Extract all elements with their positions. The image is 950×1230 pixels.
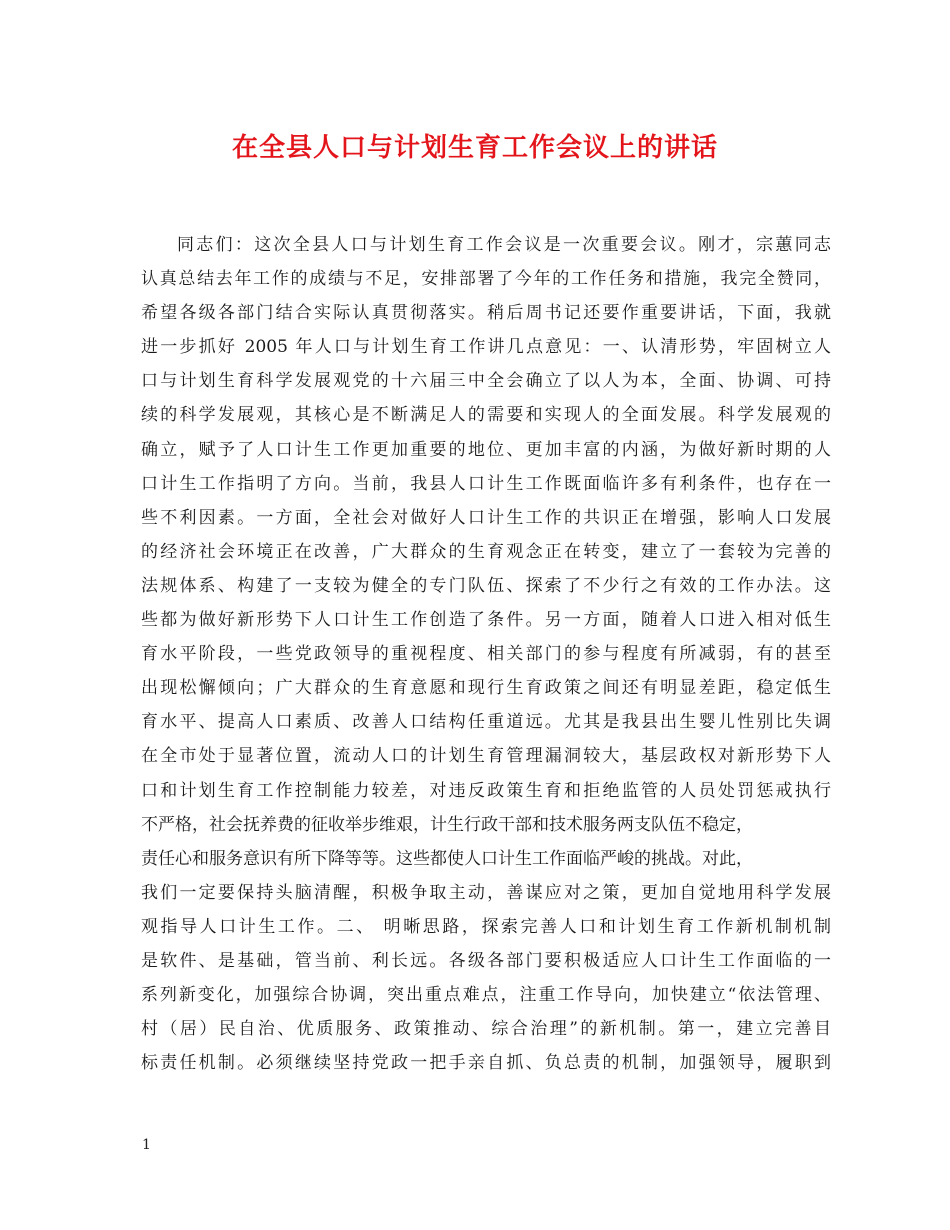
body-line: 法规体系、构建了一支较为健全的专门队伍、探索了不少行之有效的工作办法。这: [141, 575, 831, 596]
body-line: 我们一定要保持头脑清醒，积极争取主动，善谋应对之策，更加自觉地用科学发展: [141, 882, 831, 903]
body-line: 村（居）民自治、优质服务、政策推动、综合治理”的新机制。第一，建立完善目: [141, 1019, 831, 1040]
body-line: 育水平、提高人口素质、改善人口结构任重道远。尤其是我县出生婴儿性别比失调: [141, 712, 831, 733]
body-line: 标责任机制。必须继续坚持党政一把手亲自抓、负总责的机制，加强领导，履职到: [141, 1053, 831, 1074]
document-body: [141, 228, 831, 1080]
body-line: 在全市处于显著位置，流动人口的计划生育管理漏洞较大，基层政权对新形势下人: [141, 746, 831, 767]
page-number: 1: [142, 1137, 151, 1153]
body-line: 同志们：这次全县人口与计划生育工作会议是一次重要会议。刚才，宗蕙同志: [177, 235, 831, 255]
body-line: 不严格，社会抚养费的征收举步维艰，计生行政干部和技术服务两支队伍不稳定，: [141, 814, 753, 835]
body-line: 的经济社会环境正在改善，广大群众的生育观念正在转变，建立了一套较为完善的: [141, 541, 831, 562]
body-line: 些都为做好新形势下人口计生工作创造了条件。另一方面，随着人口进入相对低生: [141, 610, 831, 631]
body-line: 口与计划生育科学发展观党的十六届三中全会确立了以人为本，全面、协调、可持: [141, 371, 831, 392]
body-line: 系列新变化，加强综合协调，突出重点难点，注重工作导向，加快建立“依法管理、: [141, 985, 831, 1006]
body-line: 希望各级各部门结合实际认真贯彻落实。稍后周书记还要作重要讲话，下面，我就: [141, 303, 831, 324]
body-line: 是软件、是基础，管当前、利长远。各级各部门要积极适应人口计生工作面临的一: [141, 950, 831, 971]
body-line: 育水平阶段，一些党政领导的重视程度、相关部门的参与程度有所减弱，有的甚至: [141, 644, 831, 665]
body-line: 些不利因素。一方面，全社会对做好人口计生工作的共识正在增强，影响人口发展: [141, 507, 831, 528]
body-line: 续的科学发展观，其核心是不断满足人的需要和实现人的全面发展。科学发展观的: [141, 405, 831, 426]
body-line: 观指导人口计生工作。二、 明晰思路，探索完善人口和计划生育工作新机制机制: [141, 916, 831, 937]
body-line: 出现松懈倾向；广大群众的生育意愿和现行生育政策之间还有明显差距，稳定低生: [141, 678, 831, 699]
body-line: 责任心和服务意识有所下降等等。这些都使人口计生工作面临严峻的挑战。对此，: [141, 848, 753, 869]
body-line: 确立，赋予了人口计生工作更加重要的地位、更加丰富的内涵，为做好新时期的人: [141, 439, 831, 460]
body-line: 进一步抓好 2005 年人口与计划生育工作讲几点意见：一、认清形势，牢固树立人: [141, 337, 831, 358]
body-line: 口计生工作指明了方向。当前，我县人口计生工作既面临许多有利条件，也存在一: [141, 473, 831, 494]
body-line: 口和计划生育工作控制能力较差，对违反政策生育和拒绝监管的人员处罚惩戒执行: [141, 780, 831, 801]
document-title: 在全县人口与计划生育工作会议上的讲话: [231, 133, 718, 163]
body-line: 认真总结去年工作的成绩与不足，安排部署了今年的工作任务和措施，我完全赞同，: [141, 269, 831, 290]
